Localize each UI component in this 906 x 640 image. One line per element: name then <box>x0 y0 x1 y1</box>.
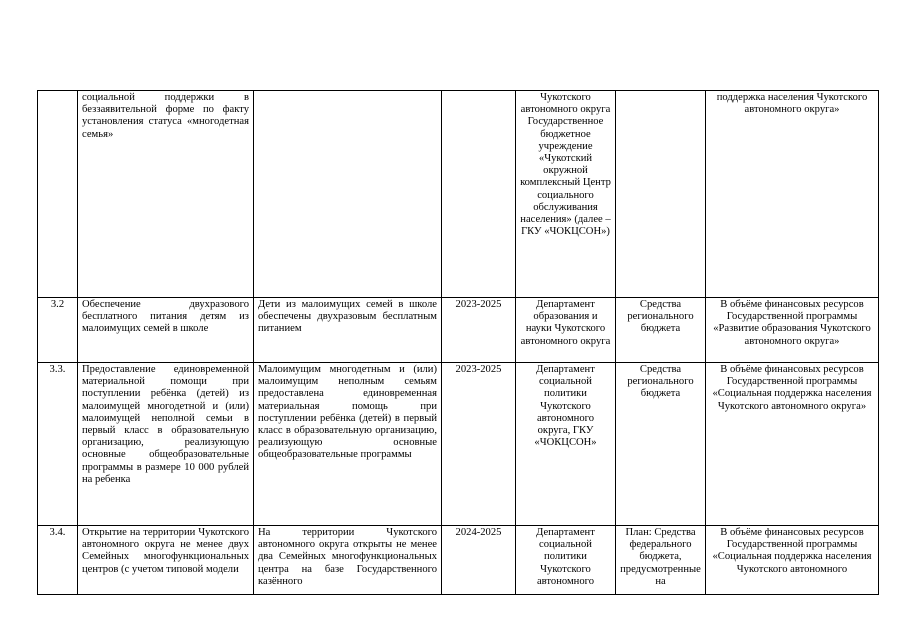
period-cell: 2023-2025 <box>442 363 516 526</box>
executor-cell: Департамент социальной политики Чукотского автономного округа, ГКУ «ЧОКЦСОН» <box>516 363 616 526</box>
measure-cell: социальной поддержки в беззаявительной форме по факту установления статуса «многодетная семья» <box>78 91 254 298</box>
measure-cell: Открытие на территории Чукотского автономного округа не менее двух Семейных многофункциональных центров (с учетом типовой модели <box>78 526 254 595</box>
table-row <box>38 298 879 363</box>
result-cell <box>254 91 442 298</box>
table-row <box>38 363 879 526</box>
period-cell <box>442 91 516 298</box>
result-cell: На территории Чукотского автономного округа открыты не менее два Семейных многофункциональных центра на базе Государственного казённого <box>254 526 442 595</box>
source-cell: Средства регионального бюджета <box>616 298 706 363</box>
volume-cell: поддержка населения Чукотского автономного округа» <box>706 91 879 298</box>
row-number: 3.2 <box>38 298 78 363</box>
row-number: 3.3. <box>38 363 78 526</box>
volume-cell: В объёме финансовых ресурсов Государственной программы «Развитие образования Чукотского автономного округа» <box>706 298 879 363</box>
result-cell: Дети из малоимущих семей в школе обеспечены двухразовым бесплатным питанием <box>254 298 442 363</box>
source-cell: План: Средства федерального бюджета, предусмотренные на <box>616 526 706 595</box>
source-cell: Средства регионального бюджета <box>616 363 706 526</box>
executor-cell: Чукотского автономного округа Государственное бюджетное учреждение «Чукотский окружной комплексный Центр социального обслуживания населения» (далее – ГКУ «ЧОКЦСОН») <box>516 91 616 298</box>
volume-cell: В объёме финансовых ресурсов Государственной программы «Социальная поддержка населения Чукотского автономного округа» <box>706 363 879 526</box>
table-row <box>38 526 879 595</box>
table-row <box>38 91 879 298</box>
period-cell: 2023-2025 <box>442 298 516 363</box>
source-cell <box>616 91 706 298</box>
row-number <box>38 91 78 298</box>
measure-cell: Предоставление единовременной материальной помощи при поступлении ребёнка (детей) из малоимущей многодетной и (или) малоимущей неполной семьи в первый класс в образовательную организацию, реализующую основные общеобразовательные программы в размере 10 000 рублей на ребенка <box>78 363 254 526</box>
result-cell: Малоимущим многодетным и (или) малоимущим неполным семьям предоставлена единовременная материальная помощь при поступлении ребёнка (детей) в первый класс в образовательную организацию, реализующую основные общеобразовательные программы <box>254 363 442 526</box>
executor-cell: Департамент образования и науки Чукотского автономного округа <box>516 298 616 363</box>
row-number: 3.4. <box>38 526 78 595</box>
executor-cell: Департамент социальной политики Чукотского автономного <box>516 526 616 595</box>
volume-cell: В объёме финансовых ресурсов Государственной программы «Социальная поддержка населения Чукотского автономного <box>706 526 879 595</box>
measure-cell: Обеспечение двухразового бесплатного питания детям из малоимущих семей в школе <box>78 298 254 363</box>
measures-table <box>37 90 879 595</box>
period-cell: 2024-2025 <box>442 526 516 595</box>
